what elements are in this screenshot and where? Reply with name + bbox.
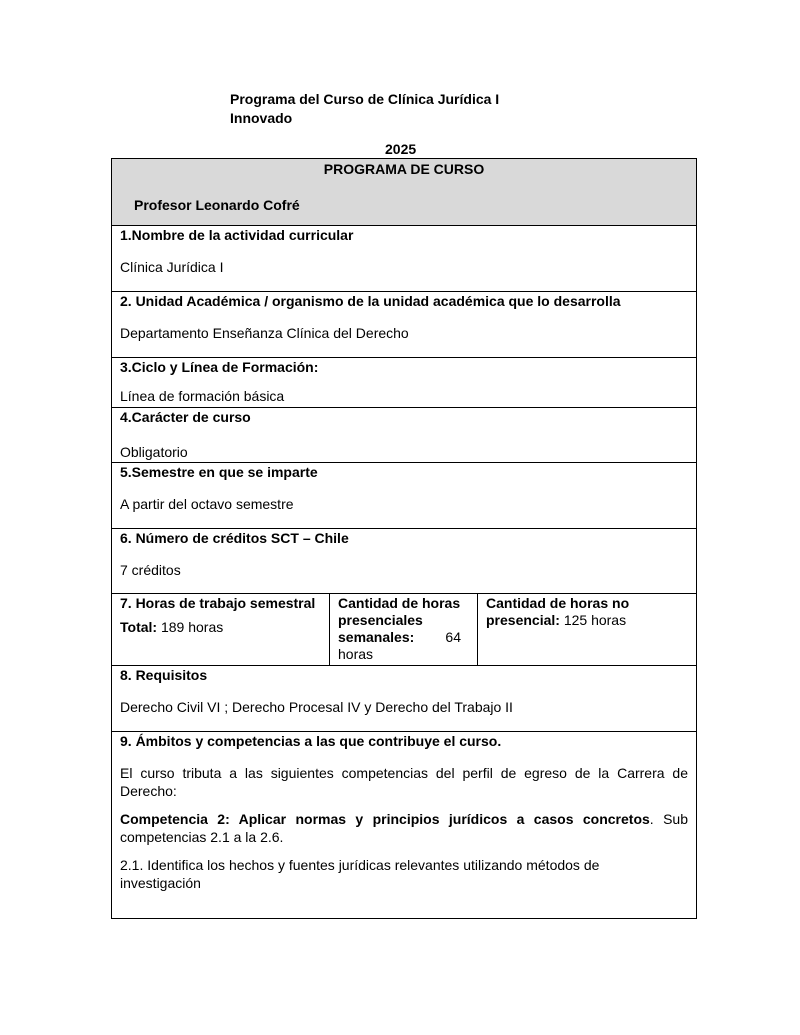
competence-title: Competencia 2: Aplicar normas y principios jurídicos a casos concretos [120,811,650,827]
section-2-value: Departamento Enseñanza Clínica del Derecho [120,325,409,341]
section-5 [112,462,696,528]
title-line-1: Programa del Curso de Clínica Jurídica I [230,91,500,107]
presential-label-1: Cantidad de horas [338,595,461,611]
presential-label-2: presenciales [338,612,423,628]
non-presential-hours-cell [478,594,696,665]
section-8-label: 8. Requisitos [120,667,208,683]
section-3 [112,357,696,407]
section-9-label: 9. Ámbitos y competencias a las que contribuye el curso. [120,733,502,749]
total-hours-label: Total: [120,619,158,635]
title-line-2: Innovado [230,110,293,126]
section-9-intro: El curso tributa a las siguientes competencias del perfil de egreso de la Carrera de Derecho: [120,765,688,799]
section-5-label: 5.Semestre en que se imparte [120,464,318,480]
section-7 [112,593,696,665]
table-header-title: PROGRAMA DE CURSO [323,161,485,177]
section-3-label: 3.Ciclo y Línea de Formación: [120,359,319,375]
non-presential-label-2: presencial: [486,612,560,628]
table-header [112,159,696,225]
presential-label-3: semanales: [338,629,415,645]
course-program-table [111,158,697,919]
presential-line-3 [338,629,469,646]
non-presential-line-2 [486,612,688,629]
presential-hours-number: 64 [445,629,461,645]
non-presential-label-1: Cantidad de horas no [486,595,630,611]
total-hours [120,619,321,636]
total-hours-value: 189 horas [160,619,224,635]
section-7-label: 7. Horas de trabajo semestral [120,595,316,611]
section-5-value: A partir del octavo semestre [120,496,294,512]
section-8-value: Derecho Civil VI ; Derecho Procesal IV y Derecho del Trabajo II [120,699,513,715]
presential-hours-unit: horas [338,646,374,662]
section-1 [112,225,696,291]
section-6 [112,528,696,593]
document-title [230,90,550,128]
section-4-value: Obligatorio [120,444,188,460]
section-9 [112,731,696,918]
non-presential-hours-value: 125 horas [563,612,627,628]
section-3-value: Línea de formación básica [120,388,285,404]
section-4-label: 4.Carácter de curso [120,409,251,425]
section-4 [112,407,696,462]
section-2 [112,291,696,357]
section-1-value: Clínica Jurídica I [120,259,224,275]
section-6-value: 7 créditos [120,562,181,578]
section-1-label: 1.Nombre de la actividad curricular [120,227,354,243]
presential-hours-cell [330,594,478,665]
competence-rest: . Sub competencias 2.1 a la 2.6. [120,811,688,845]
section-9-competence [120,810,688,846]
section-6-label: 6. Número de créditos SCT – Chile [120,530,349,546]
section-2-label: 2. Unidad Académica / organismo de la unidad académica que lo desarrolla [120,293,621,309]
section-8 [112,665,696,731]
semester-hours-cell [112,594,330,665]
section-9-subcompetence: 2.1. Identifica los hechos y fuentes jurídicas relevantes utilizando métodos de investigación [120,857,600,891]
professor-name: Profesor Leonardo Cofré [134,197,300,213]
year: 2025 [385,141,417,157]
